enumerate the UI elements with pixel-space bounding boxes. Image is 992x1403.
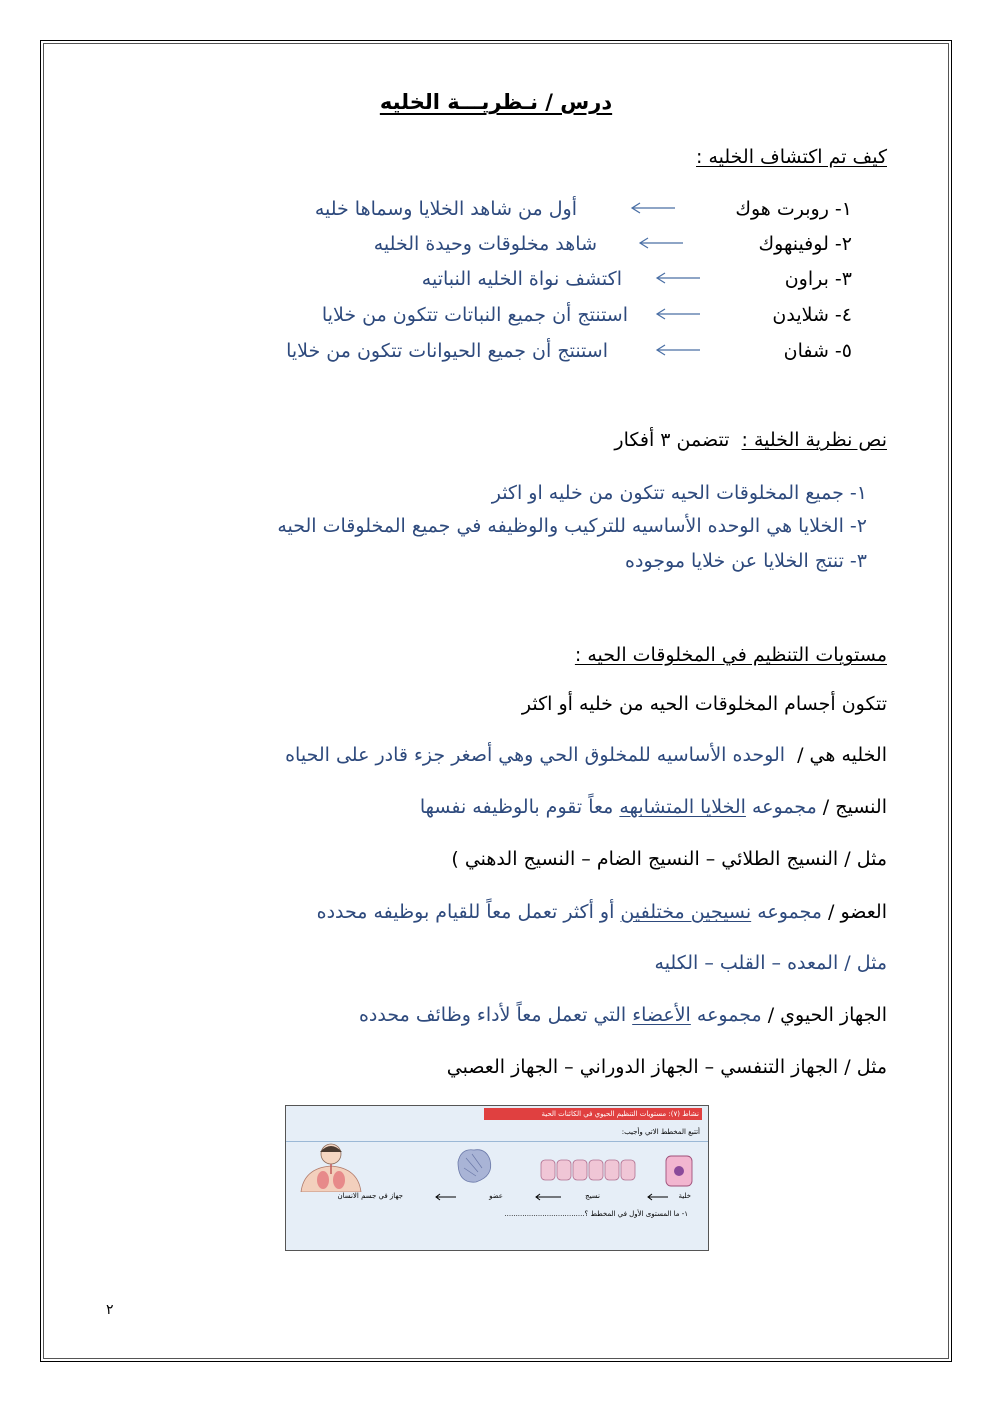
arrow-left-icon	[638, 236, 684, 250]
organ-definition	[317, 900, 887, 924]
discoverer-name-5: ٥- شفان	[783, 340, 852, 362]
discoverer-name-1: ١- روبرت هوك	[735, 198, 852, 220]
arrow-left-icon	[655, 343, 701, 357]
arrow-left-icon	[655, 271, 701, 285]
system-term: الجهاز الحيوي /	[767, 1004, 887, 1026]
page-number: ٢	[106, 1302, 114, 1318]
theory-heading-note: تتضمن ٣ أفكار	[614, 429, 730, 451]
page-title: درس / نـظريـــة الخليه	[379, 90, 613, 114]
organ-def-a: مجموعه	[757, 901, 822, 923]
figure-label-cell: خلية	[678, 1192, 691, 1200]
system-definition	[359, 1003, 887, 1027]
figure-label-tissue: نسيج	[585, 1192, 600, 1200]
discoverer-name-2: ٢- لوفينهوك	[758, 233, 852, 255]
tissue-example: مثل / النسيج الطلائي – النسيج الضام – النسيج الدهني )	[451, 848, 887, 870]
system-example: مثل / الجهاز التنفسي – الجهاز الدوراني – الجهاز العصبي	[446, 1056, 887, 1078]
figure-label-system: جهاز في جسم الانسان	[337, 1192, 403, 1200]
organ-term: العضو /	[828, 901, 887, 923]
arrow-left-icon	[655, 307, 701, 321]
tissue-icon	[541, 1160, 635, 1180]
discovery-desc-4: استنتج أن جميع النباتات تتكون من خلايا	[321, 304, 628, 326]
discovery-desc-5: استنتج أن جميع الحيوانات تتكون من خلايا	[286, 340, 608, 362]
organization-levels-figure	[285, 1105, 709, 1251]
figure-arrows	[286, 1192, 709, 1202]
figure-label-organ: عضو	[489, 1192, 503, 1200]
levels-heading: مستويات التنظيم في المخلوقات الحيه :	[574, 644, 887, 666]
cell-def: الوحده الأساسيه للمخلوق الحي وهي أصغر جزء قادر على الحياه	[285, 744, 786, 766]
levels-intro: تتكون أجسام المخلوقات الحيه من خليه أو اكثر	[521, 693, 887, 715]
theory-heading: نص نظرية الخلية :	[741, 429, 887, 451]
organ-def-c: أو أكثر تعمل معاً للقيام بوظيفه محدده	[316, 901, 615, 923]
theory-idea-3: ٣- تنتج الخلايا عن خلايا موجوده	[625, 550, 867, 572]
cell-definition	[285, 743, 887, 767]
tissue-def-b: الخلايا المتشابهه	[619, 796, 746, 818]
figure-question-2: ١- ما المستوى الأول في المخطط ؟....................................	[504, 1210, 688, 1218]
human-body-icon	[301, 1144, 361, 1192]
figure-header: نشاط (٧): مستويات التنظيم الحيوي في الكائنات الحية	[484, 1108, 702, 1120]
tissue-def-c: معاً تقوم بالوظيفه نفسها	[419, 796, 614, 818]
cell-term: الخليه هي /	[797, 744, 887, 766]
discovery-heading: كيف تم اكتشاف الخليه :	[696, 146, 887, 168]
tissue-def-a: مجموعه	[751, 796, 817, 818]
organ-def-b: نسيجين مختلفين	[620, 901, 752, 923]
discovery-desc-1: أول من شاهد الخلايا وسماها خليه	[314, 198, 577, 220]
organ-example: مثل / المعده – القلب – الكليه	[654, 952, 887, 974]
theory-idea-2: ٢- الخلايا هي الوحده الأساسيه للتركيب والوظيفه في جميع المخلوقات الحيه	[277, 515, 867, 537]
system-def-a: مجموعه	[696, 1004, 762, 1026]
system-def-b: الأعضاء	[632, 1004, 691, 1026]
tissue-term: النسيج /	[822, 796, 887, 818]
figure-question: أتتبع المخطط الاتي وأجيب:	[621, 1128, 700, 1136]
discovery-desc-3: اكتشف نواة الخليه النباتيه	[421, 268, 622, 290]
tissue-definition	[420, 795, 887, 819]
lung-organ-icon	[458, 1150, 491, 1182]
figure-illustrations	[286, 1142, 709, 1192]
system-def-c: التي تعمل معاً لأداء وظائف محدده	[358, 1004, 627, 1026]
discovery-desc-2: شاهد مخلوقات وحيدة الخليه	[373, 233, 597, 255]
arrow-left-icon	[630, 201, 676, 215]
cell-icon	[666, 1156, 692, 1186]
theory-idea-1: ١- جميع المخلوقات الحيه تتكون من خليه او اكثر	[491, 482, 867, 504]
theory-heading-row	[614, 428, 887, 452]
discoverer-name-4: ٤- شلايدن	[772, 304, 852, 326]
discoverer-name-3: ٣- براون	[784, 268, 852, 290]
